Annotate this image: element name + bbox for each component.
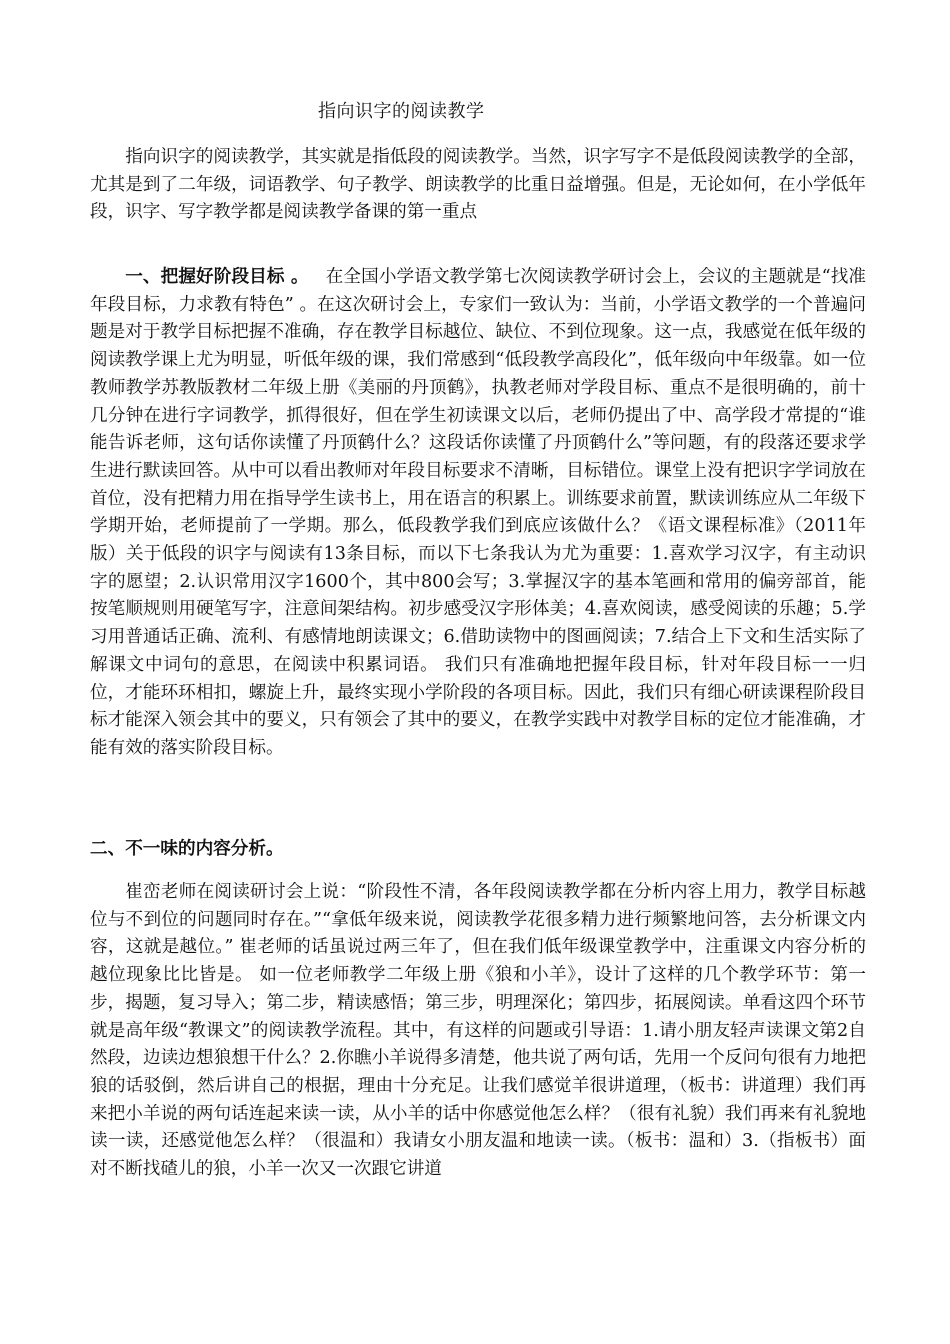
section-2-heading: 二、不一味的内容分析。 (90, 838, 284, 859)
section-2-paragraph: 崔峦老师在阅读研讨会上说：“阶段性不清，各年段阅读教学都在分析内容上用力，教学目标越位与不到位的问题同时存在。”“拿低年级来说，阅读教学花很多精力进行频繁地问答，去分析课文内容，这就是越位。” 崔老师的话虽说过两三年了，但在我们低年级课堂教学中，注重课文内容分析的越位现象比比皆是。 如一位老师教学二年级上册《狼和小羊》，设计了这样的几个教学环节：第一步，揭题，复习导入；第二步，精读感悟；第三步，明理深化；第四步，拓展阅读。单看这四个环节就是高年级“教课文”的阅读教学流程。其中，有这样的问题或引导语：1.请小朋友轻声读课文第2自然段，边读边想狼想干什么？2.你瞧小羊说得多清楚，他共说了两句话，先用一个反问句很有力地把狼的话驳倒，然后讲自己的根据，理由十分充足。让我们感觉羊很讲道理，（板书：讲道理）我们再来把小羊说的两句话连起来读一读，从小羊的话中你感觉他怎么样？（很有礼貌）我们再来有礼貌地读一读，还感觉他怎么样？（很温和）我请女小朋友温和地读一读。（板书：温和）3.（指板书）面对不断找碴儿的狼，小羊一次又一次跟它讲道 (90, 882, 866, 1180)
section-1-heading: 一、把握好阶段目标 。 (125, 266, 309, 287)
intro-paragraph: 指向识字的阅读教学，其实就是指低段的阅读教学。当然，识字写字不是低段阅读教学的全部，尤其是到了二年级，词语教学、句子教学、朗读教学的比重日益增强。但是，无论如何，在小学低年段，识字、写字教学都是阅读教学备课的第一重点 (90, 147, 866, 223)
document-title: 指向识字的阅读教学 (318, 101, 485, 122)
section-1-paragraph (90, 263, 866, 763)
section-1-body: 在全国小学语文教学第七次阅读教学研讨会上，会议的主题就是“找准年段目标，力求教有特色” 。在这次研讨会上，专家们一致认为：当前，小学语文教学的一个普遍问题是对于教学目标把握不准确，存在教学目标越位、缺位、不到位现象。这一点，我感觉在低年级的阅读教学课上尤为明显，听低年级的课，我们常感到“低段教学高段化”，低年级向中年级靠。如一位教师教学苏教版教材二年级上册《美丽的丹顶鹤》，执教老师对学段目标、重点不是很明确的，前十几分钟在进行字词教学，抓得很好，但在学生初读课文以后，老师仍提出了中、高学段才常提的“谁能告诉老师，这句话你读懂了丹顶鹤什么？这段话你读懂了丹顶鹤什么”等问题，有的段落还要求学生进行默读回答。从中可以看出教师对年段目标要求不清晰，目标错位。课堂上没有把识字学词放在首位，没有把精力用在指导学生读书上，用在语言的积累上。训练要求前置，默读训练应从二年级下学期开始，老师提前了一学期。那么，低段教学我们到底应该做什么？《语文课程标准》（2011年版）关于低段的识字与阅读有13条目标，而以下七条我认为尤为重要：1.喜欢学习汉字，有主动识字的愿望；2.认识常用汉字1600个，其中800会写；3.掌握汉字的基本笔画和常用的偏旁部首，能按笔顺规则用硬笔写字，注意间架结构。初步感受汉字形体美；4.喜欢阅读，感受阅读的乐趣；5.学习用普通话正确、流利、有感情地朗读课文；6.借助读物中的图画阅读；7.结合上下文和生活实际了解课文中词句的意思，在阅读中积累词语。 我们只有准确地把握年段目标，针对年段目标一一归位，才能环环相扣，螺旋上升，最终实现小学阶段的各项目标。因此，我们只有细心研读课程阶段目标才能深入领会其中的要义，只有领会了其中的要义，在教学实践中对教学目标的定位才能准确，才能有效的落实阶段目标。 (90, 267, 867, 758)
